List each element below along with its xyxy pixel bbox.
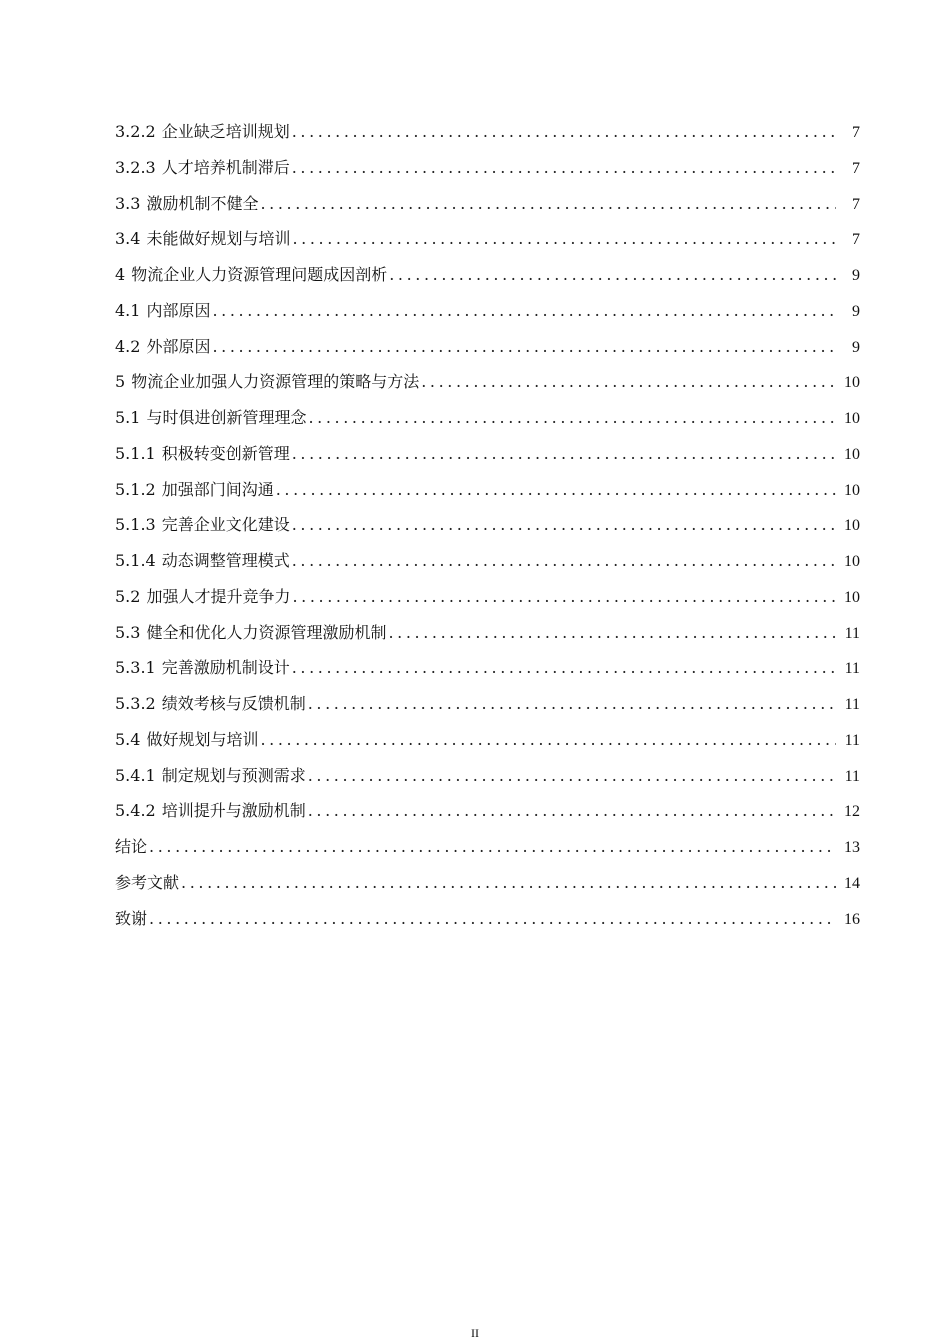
toc-dot-leader: [292, 436, 836, 472]
toc-entry[interactable]: [115, 758, 860, 794]
toc-entry-title: 未能做好规划与培训: [146, 229, 291, 249]
toc-entry-title: 外部原因: [146, 336, 211, 356]
toc-dot-leader: [292, 150, 836, 186]
toc-entry[interactable]: [115, 293, 860, 329]
toc-dot-leader: [292, 114, 836, 150]
toc-entry-number: 5.1.4: [115, 551, 156, 570]
toc-dot-leader: [421, 364, 836, 400]
toc-entry-number: 3.2.2: [115, 122, 156, 141]
toc-entry-number: 5.3.2: [115, 694, 156, 713]
toc-entry-number: 5.1.1: [115, 443, 156, 463]
toc-entry[interactable]: [115, 615, 860, 651]
toc-entry[interactable]: [115, 901, 860, 937]
toc-entry-number: 5.4.1: [115, 765, 156, 785]
toc-entry-number: 3.3: [115, 193, 141, 213]
toc-entry-number: 5.2: [115, 586, 141, 606]
toc-entry-title: 培训提升与激励机制: [161, 801, 306, 821]
toc-entry-page: 10: [844, 445, 860, 463]
toc-entry-number: 5.4.2: [115, 801, 156, 821]
toc-entry[interactable]: [115, 436, 860, 472]
toc-entry-title: 加强部门间沟通: [161, 479, 274, 499]
toc-entry-title: 健全和优化人力资源管理激励机制: [146, 622, 387, 642]
table-of-contents: [115, 114, 860, 936]
toc-entry[interactable]: [115, 507, 860, 543]
toc-entry-page: 10: [844, 481, 860, 499]
toc-entry-page: 12: [844, 803, 860, 821]
toc-entry[interactable]: [115, 114, 860, 150]
toc-entry-page: 10: [844, 374, 860, 392]
toc-entry[interactable]: [115, 829, 860, 865]
toc-entry-title: 物流企业加强人力资源管理的策略与方法: [131, 372, 420, 392]
toc-entry[interactable]: [115, 472, 860, 508]
toc-entry-title: 完善激励机制设计: [161, 658, 290, 678]
toc-entry-page: 16: [844, 910, 860, 928]
toc-entry[interactable]: [115, 257, 860, 293]
toc-entry-number: 4.1: [115, 300, 141, 320]
toc-entry-title: 积极转变创新管理: [161, 443, 290, 463]
toc-entry-title: 参考文献: [115, 872, 180, 892]
toc-entry-page: 10: [844, 410, 860, 427]
toc-dot-leader: [292, 579, 836, 615]
toc-entry-title: 完善企业文化建设: [161, 515, 290, 535]
toc-entry[interactable]: [115, 186, 860, 222]
toc-entry[interactable]: [115, 579, 860, 615]
toc-dot-leader: [308, 758, 836, 794]
toc-entry[interactable]: [115, 329, 860, 365]
toc-dot-leader: [292, 543, 836, 579]
toc-entry-page: 7: [852, 195, 860, 213]
toc-entry-title: 结论: [115, 837, 148, 856]
toc-entry-title: 内部原因: [146, 300, 211, 320]
toc-entry-title: 致谢: [115, 908, 148, 928]
toc-entry-page: 10: [844, 553, 860, 570]
toc-entry-number: 4: [115, 265, 126, 284]
toc-dot-leader: [389, 257, 836, 293]
toc-dot-leader: [292, 650, 836, 686]
toc-entry-page: 7: [852, 231, 860, 249]
toc-entry-title: 企业缺乏培训规划: [161, 122, 290, 141]
toc-entry-page: 10: [844, 517, 860, 535]
toc-entry-title: 做好规划与培训: [146, 729, 259, 749]
toc-entry-page: 11: [844, 731, 860, 749]
toc-entry-number: 5.1.2: [115, 479, 156, 499]
toc-entry-title: 人才培养机制滞后: [161, 157, 290, 177]
toc-dot-leader: [149, 901, 836, 937]
toc-dot-leader: [292, 507, 836, 543]
toc-entry-number: 5.1: [115, 408, 141, 427]
toc-entry-title: 物流企业人力资源管理问题成因剖析: [131, 265, 388, 284]
toc-entry[interactable]: [115, 400, 860, 436]
toc-dot-leader: [308, 793, 836, 829]
toc-entry-page: 9: [852, 302, 860, 320]
toc-entry-page: 13: [844, 839, 860, 856]
toc-entry[interactable]: [115, 722, 860, 758]
toc-entry-title: 与时俱进创新管理理念: [146, 408, 307, 427]
toc-entry-title: 动态调整管理模式: [161, 551, 290, 570]
toc-entry[interactable]: [115, 364, 860, 400]
toc-entry-number: 5: [115, 372, 126, 392]
toc-dot-leader: [292, 221, 836, 257]
toc-entry[interactable]: [115, 650, 860, 686]
toc-entry-number: 5.4: [115, 729, 141, 749]
toc-dot-leader: [149, 829, 836, 865]
toc-entry-title: 制定规划与预测需求: [161, 765, 306, 785]
toc-entry-page: 7: [852, 159, 860, 177]
toc-entry-title: 绩效考核与反馈机制: [161, 694, 306, 713]
toc-entry-page: 11: [844, 696, 860, 713]
toc-dot-leader: [212, 293, 836, 329]
page-number: II: [471, 1326, 479, 1340]
toc-dot-leader: [308, 400, 836, 436]
toc-entry-page: 11: [844, 624, 860, 642]
toc-entry-page: 9: [852, 267, 860, 284]
toc-entry-page: 11: [844, 660, 860, 678]
toc-entry-number: 5.1.3: [115, 515, 156, 535]
toc-entry-number: 3.4: [115, 229, 141, 249]
toc-dot-leader: [212, 329, 836, 365]
toc-dot-leader: [388, 615, 836, 651]
toc-dot-leader: [260, 722, 836, 758]
toc-entry-page: 11: [844, 767, 860, 785]
toc-dot-leader: [276, 472, 836, 508]
toc-entry[interactable]: [115, 865, 860, 901]
toc-entry-title: 激励机制不健全: [146, 193, 259, 213]
toc-entry-page: 14: [844, 874, 860, 892]
toc-entry-number: 3.2.3: [115, 157, 156, 177]
toc-entry[interactable]: [115, 150, 860, 186]
toc-entry-number: 4.2: [115, 336, 141, 356]
toc-entry-number: 5.3: [115, 622, 141, 642]
toc-entry-title: 加强人才提升竞争力: [146, 586, 291, 606]
toc-entry[interactable]: [115, 686, 860, 722]
toc-entry[interactable]: [115, 221, 860, 257]
toc-dot-leader: [260, 186, 836, 222]
toc-entry[interactable]: [115, 543, 860, 579]
toc-entry[interactable]: [115, 793, 860, 829]
toc-dot-leader: [308, 686, 836, 722]
toc-entry-page: 9: [852, 338, 860, 356]
toc-entry-page: 7: [852, 124, 860, 141]
toc-entry-number: 5.3.1: [115, 658, 156, 678]
toc-entry-page: 10: [844, 588, 860, 606]
toc-dot-leader: [181, 865, 836, 901]
